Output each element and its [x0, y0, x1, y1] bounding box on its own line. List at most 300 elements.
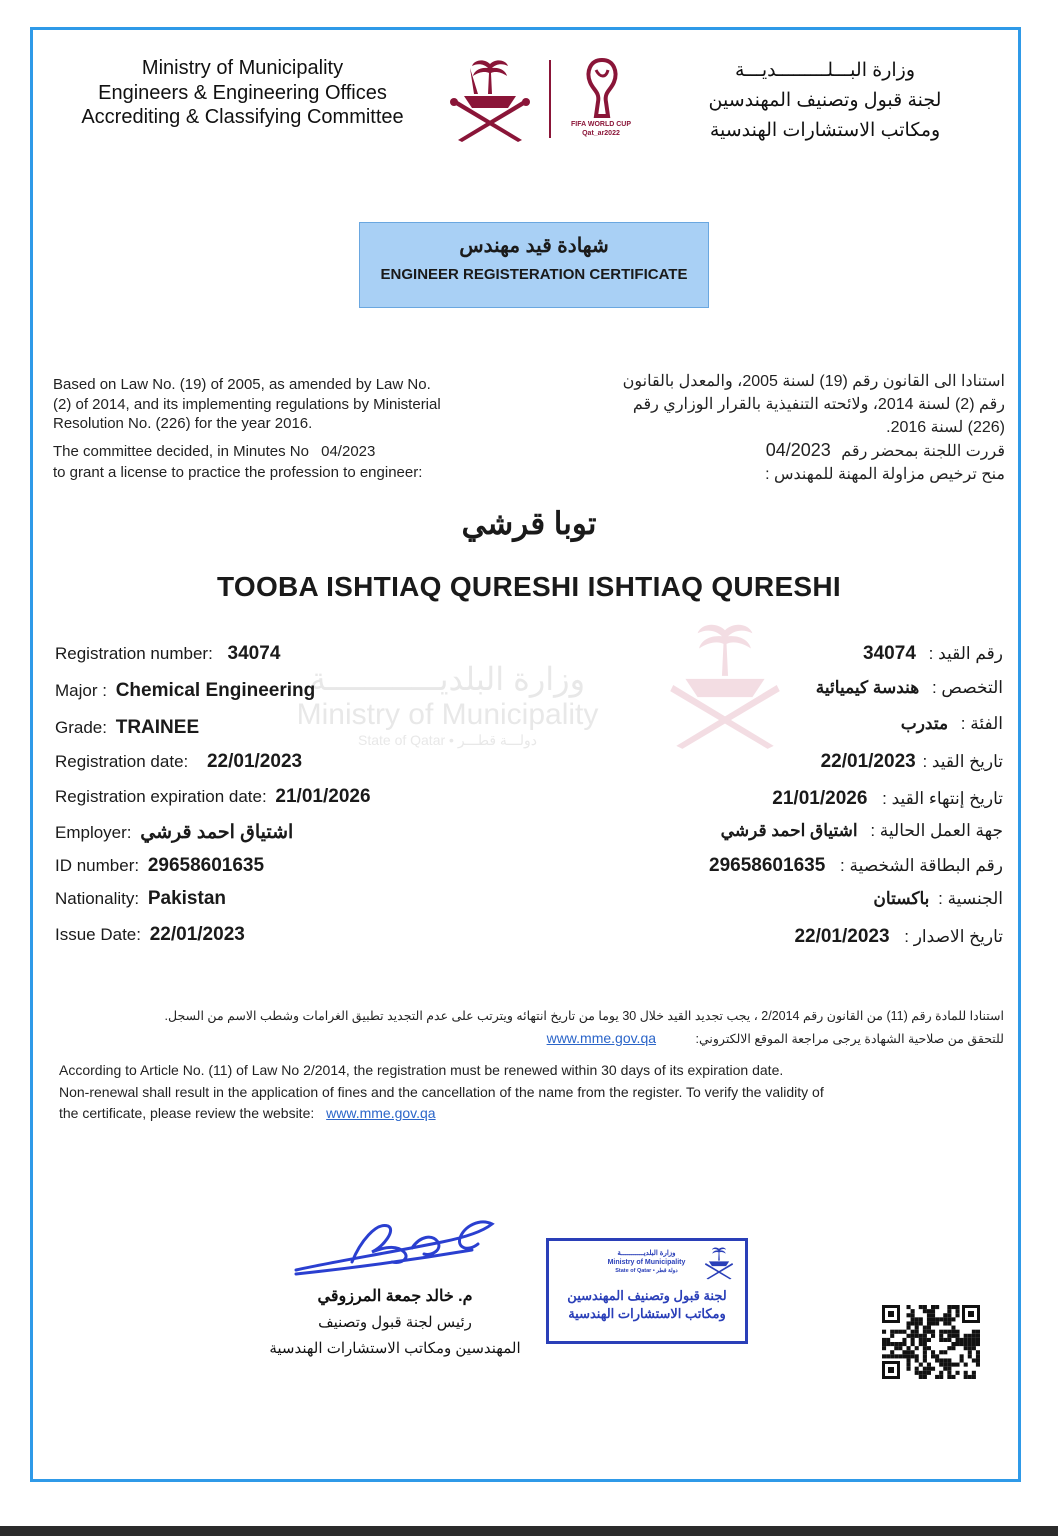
qr-module — [943, 1321, 947, 1325]
qr-module — [894, 1342, 898, 1346]
note-ar-line: استنادا للمادة رقم (11) من القانون رقم 2/2014 ، يجب تجديد القيد خلال 30 يوما من تاريخ انتهائه ويترتب على عدم التجديد تطبيق الغرامات وشطب الاسم من السجل. — [164, 1009, 1004, 1023]
qr-module — [976, 1358, 980, 1362]
qr-module — [907, 1313, 911, 1317]
header-arabic — [690, 56, 960, 146]
stamp-committee — [553, 1287, 741, 1323]
qr-module — [911, 1317, 915, 1321]
qr-module — [919, 1334, 923, 1338]
title-arabic: شهادة قيد مهندس — [459, 235, 609, 257]
qr-module — [947, 1330, 951, 1334]
qr-module — [935, 1305, 939, 1309]
qr-module — [964, 1338, 968, 1342]
field-major — [55, 680, 315, 702]
qr-module — [894, 1354, 898, 1358]
qr-module — [898, 1330, 902, 1334]
qr-module — [956, 1342, 960, 1346]
watermark-en: Ministry of Municipality — [296, 698, 599, 731]
field-label: ID number: — [55, 856, 140, 875]
qr-module — [902, 1342, 906, 1346]
field-label: التخصص : — [931, 678, 1003, 697]
qr-module — [935, 1354, 939, 1358]
qr-module — [968, 1342, 972, 1346]
qr-module — [927, 1346, 931, 1350]
stamp-ministry-ar: وزارة البلديـــــــــــة — [617, 1250, 676, 1257]
qr-module — [882, 1354, 886, 1358]
qr-module — [951, 1330, 955, 1334]
qr-module — [939, 1334, 943, 1338]
qr-module — [935, 1321, 939, 1325]
field-label: تاريخ الاصدار : — [904, 927, 1003, 946]
committee-ar-value: 04/2023 — [765, 440, 831, 460]
qr-module — [964, 1371, 968, 1375]
qr-module — [947, 1334, 951, 1338]
qr-module — [923, 1375, 927, 1379]
field-value: 21/01/2026 — [772, 788, 868, 809]
intro-ar-line: (226) لسنة 2016. — [886, 419, 1005, 436]
qr-module — [915, 1321, 919, 1325]
note-ar-line: للتحقق من صلاحية الشهادة يرجى مراجعة الموقع الالكتروني: — [695, 1032, 1004, 1046]
qr-module — [968, 1338, 972, 1342]
qr-module — [951, 1334, 955, 1338]
intro-english — [53, 375, 493, 483]
stamp-state: State of Qatar • دولة قطر — [615, 1268, 678, 1274]
intro-ar-line: استنادا الى القانون رقم (19) لسنة 2005، والمعدل بالقانون — [622, 373, 1005, 390]
field-value: 22/01/2023 — [206, 751, 303, 772]
qr-module — [915, 1371, 919, 1375]
qr-module — [964, 1375, 968, 1379]
qr-module — [972, 1330, 976, 1334]
field-value: Pakistan — [147, 888, 226, 909]
field-value: 29658601635 — [147, 855, 265, 876]
fifa-line: FIFA WORLD CUP — [570, 121, 631, 128]
qr-module — [886, 1342, 890, 1346]
field-ar-expiration-date — [772, 788, 1003, 810]
qr-module — [927, 1367, 931, 1371]
qr-module — [927, 1326, 931, 1330]
stamp-line: لجنة قبول وتصنيف المهندسين — [567, 1288, 727, 1303]
intro-ar-line: رقم (2) لسنة 2014، ولائحته التنفيذية بالقرار الوزاري رقم — [632, 396, 1005, 413]
qr-module — [927, 1363, 931, 1367]
qr-module — [964, 1342, 968, 1346]
field-label: Major : — [55, 681, 107, 700]
qr-module — [976, 1363, 980, 1367]
ministry-watermark — [265, 660, 630, 749]
qr-module — [931, 1367, 935, 1371]
qr-module — [939, 1330, 943, 1334]
qr-module — [882, 1330, 886, 1334]
header-en-line: Engineers & Engineering Offices — [98, 81, 387, 104]
title-english: ENGINEER REGISTERATION CERTIFICATE — [380, 266, 688, 283]
qr-module — [968, 1334, 972, 1338]
qr-module — [886, 1338, 890, 1342]
qr-module — [943, 1313, 947, 1317]
qr-module — [956, 1363, 960, 1367]
header-ar-line: لجنة قبول وتصنيف المهندسين — [708, 90, 942, 111]
field-label: تاريخ القيد : — [922, 752, 1003, 771]
qr-module — [907, 1354, 911, 1358]
qr-module — [951, 1305, 955, 1309]
qr-module — [911, 1334, 915, 1338]
qr-module — [931, 1321, 935, 1325]
watermark-emblem-icon — [640, 615, 810, 755]
qr-module — [931, 1350, 935, 1354]
qr-module — [951, 1342, 955, 1346]
qr-module — [931, 1309, 935, 1313]
qr-module — [972, 1342, 976, 1346]
qr-module — [927, 1321, 931, 1325]
field-label: Issue Date: — [55, 925, 141, 944]
qr-module — [882, 1338, 886, 1342]
qr-module — [911, 1350, 915, 1354]
qr-module — [960, 1338, 964, 1342]
qr-module — [972, 1338, 976, 1342]
qr-module — [923, 1358, 927, 1362]
qr-module — [915, 1354, 919, 1358]
signatory-block — [260, 1284, 530, 1362]
qr-module — [951, 1375, 955, 1379]
qr-module — [939, 1338, 943, 1342]
qr-module — [911, 1330, 915, 1334]
qr-module — [972, 1334, 976, 1338]
qr-module — [964, 1334, 968, 1338]
field-id-number — [55, 855, 264, 877]
qr-module — [947, 1309, 951, 1313]
field-value: 21/01/2026 — [275, 786, 371, 807]
qr-module — [923, 1309, 927, 1313]
website-link-ar[interactable]: www.mme.gov.qa — [546, 1030, 657, 1046]
header-en-line: Accrediting & Classifying Committee — [81, 106, 404, 128]
field-nationality — [55, 888, 226, 910]
qr-module — [947, 1346, 951, 1350]
field-label: Registration date: — [55, 752, 189, 771]
qr-module — [947, 1363, 951, 1367]
qr-module — [894, 1346, 898, 1350]
qr-module — [976, 1338, 980, 1342]
qr-module — [947, 1317, 951, 1321]
qr-module — [919, 1375, 923, 1379]
qr-module — [976, 1354, 980, 1358]
qr-module — [976, 1330, 980, 1334]
qr-module — [964, 1363, 968, 1367]
qr-module — [927, 1317, 931, 1321]
field-value: 22/01/2023 — [149, 924, 245, 945]
field-value: TRAINEE — [115, 717, 200, 738]
qr-module — [956, 1338, 960, 1342]
field-ar-grade — [901, 714, 1003, 734]
stamp-ministry — [589, 1249, 704, 1276]
qr-module — [939, 1363, 943, 1367]
qr-module — [923, 1350, 927, 1354]
qr-module — [943, 1338, 947, 1342]
qr-module — [907, 1334, 911, 1338]
committee-en-label: The committee decided, in Minutes No — [53, 442, 309, 460]
qr-code-icon[interactable] — [882, 1305, 980, 1379]
qr-module — [915, 1334, 919, 1338]
engineer-name-arabic: توبا قرشي — [461, 506, 597, 541]
qr-module — [939, 1350, 943, 1354]
qr-module — [943, 1350, 947, 1354]
field-registration-number — [55, 643, 280, 665]
qr-module — [890, 1334, 894, 1338]
qr-module — [919, 1321, 923, 1325]
intro-en-line: (2) of 2014, and its implementing regulations by Ministerial — [53, 395, 441, 413]
qr-module — [911, 1313, 915, 1317]
qr-module — [947, 1338, 951, 1342]
field-label: الفئة : — [960, 714, 1003, 733]
qr-module — [956, 1371, 960, 1375]
qr-module — [919, 1305, 923, 1309]
qr-module — [956, 1305, 960, 1309]
qr-module — [939, 1317, 943, 1321]
qr-module — [927, 1338, 931, 1342]
qr-module — [931, 1317, 935, 1321]
signatory-name: م. خالد جمعة المرزوقي — [317, 1288, 473, 1305]
qr-module — [911, 1354, 915, 1358]
field-ar-major — [816, 678, 1003, 698]
field-label: رقم القيد : — [928, 644, 1003, 663]
qr-module — [931, 1334, 935, 1338]
qr-module — [927, 1330, 931, 1334]
qr-module — [968, 1354, 972, 1358]
field-employer — [55, 821, 293, 844]
qr-module — [898, 1342, 902, 1346]
qr-module — [898, 1354, 902, 1358]
field-issue-date — [55, 924, 245, 946]
field-ar-registration-number — [863, 643, 1003, 665]
qr-module — [890, 1330, 894, 1334]
qr-module — [960, 1354, 964, 1358]
qr-module — [976, 1342, 980, 1346]
field-value: اشتياق احمد قرشي — [140, 822, 294, 843]
qr-module — [894, 1330, 898, 1334]
committee-stamp — [546, 1238, 748, 1344]
bottom-bar — [0, 1526, 1058, 1536]
field-label: تاريخ إنتهاء القيد : — [882, 789, 1003, 808]
field-label: Registration expiration date: — [55, 787, 267, 806]
field-ar-issue-date — [794, 926, 1003, 948]
qr-module — [931, 1330, 935, 1334]
qr-module — [972, 1375, 976, 1379]
qr-module — [886, 1354, 890, 1358]
field-label: رقم البطاقة الشخصية : — [840, 856, 1003, 875]
qr-module — [951, 1363, 955, 1367]
committee-ar — [600, 439, 1005, 463]
qr-module — [902, 1338, 906, 1342]
field-expiration-date — [55, 786, 371, 808]
qr-module — [960, 1358, 964, 1362]
qr-module — [890, 1350, 894, 1354]
qr-module — [968, 1375, 972, 1379]
qr-module — [915, 1367, 919, 1371]
stamp-ministry-en: Ministry of Municipality — [607, 1259, 686, 1266]
field-ar-nationality — [873, 889, 1003, 909]
qr-module — [931, 1354, 935, 1358]
qr-module — [923, 1334, 927, 1338]
qr-module — [915, 1326, 919, 1330]
signature-icon — [292, 1212, 497, 1284]
engineer-name-english: TOOBA ISHTIAQ QURESHI ISHTIAQ QURESHI — [216, 571, 842, 602]
qr-module — [927, 1371, 931, 1375]
qr-module — [927, 1313, 931, 1317]
qr-module — [947, 1358, 951, 1362]
renewal-note-arabic — [114, 1005, 1004, 1050]
committee-ar-label: قررت اللجنة بمحضر رقم — [841, 443, 1005, 460]
qr-module — [919, 1317, 923, 1321]
field-value: 29658601635 — [709, 855, 826, 876]
field-value: Chemical Engineering — [115, 680, 316, 701]
header-english — [50, 56, 435, 130]
qr-module — [890, 1354, 894, 1358]
qr-module — [976, 1334, 980, 1338]
qr-module — [947, 1305, 951, 1309]
intro-en-line: Based on Law No. (19) of 2005, as amended by Law No. — [53, 376, 431, 393]
qr-module — [956, 1309, 960, 1313]
qr-module — [911, 1321, 915, 1325]
header-ar-line: وزارة البـــلـــــــــديـــة — [734, 60, 916, 81]
qr-module — [915, 1358, 919, 1362]
qr-module — [882, 1346, 886, 1350]
field-label: الجنسية : — [938, 889, 1003, 908]
grant-en: to grant a license to practice the profession to engineer: — [53, 464, 423, 481]
qr-module — [911, 1338, 915, 1342]
field-grade — [55, 717, 199, 739]
qr-module — [923, 1305, 927, 1309]
qr-module — [956, 1330, 960, 1334]
field-value: 22/01/2023 — [794, 926, 890, 947]
qr-module — [943, 1317, 947, 1321]
qr-module — [907, 1358, 911, 1362]
qr-module — [907, 1305, 911, 1309]
qr-module — [915, 1346, 919, 1350]
qr-module — [968, 1350, 972, 1354]
field-value: باكستان — [873, 889, 930, 908]
field-label: Grade: — [55, 718, 107, 737]
qr-module — [919, 1363, 923, 1367]
qr-module — [976, 1350, 980, 1354]
qr-module — [943, 1363, 947, 1367]
header-ar-line: ومكاتب الاستشارات الهندسية — [709, 120, 941, 141]
field-ar-registration-date — [821, 751, 1003, 773]
qr-module — [943, 1367, 947, 1371]
qr-module — [907, 1367, 911, 1371]
intro-arabic — [600, 370, 1005, 486]
qr-module — [947, 1375, 951, 1379]
qatar-emblem-icon — [444, 54, 536, 146]
note-en-line: According to Article No. (11) of Law No 2/2014, the registration must be renewed within 30 days of its expiration date. — [59, 1062, 784, 1078]
qr-module — [951, 1317, 955, 1321]
qr-module — [947, 1321, 951, 1325]
qr-module — [919, 1371, 923, 1375]
field-ar-employer — [721, 821, 1003, 841]
qr-module — [931, 1305, 935, 1309]
qr-module — [919, 1342, 923, 1346]
field-label: Employer: — [55, 823, 132, 842]
website-link-en[interactable]: www.mme.gov.qa — [326, 1105, 436, 1121]
stamp-emblem-icon — [701, 1245, 737, 1281]
qr-module — [923, 1354, 927, 1358]
qr-module — [923, 1367, 927, 1371]
qr-module — [947, 1367, 951, 1371]
field-label: Registration number: — [55, 644, 213, 663]
qr-module — [902, 1330, 906, 1334]
qr-module — [956, 1313, 960, 1317]
qr-module — [939, 1371, 943, 1375]
qr-module — [972, 1371, 976, 1375]
stamp-line: ومكاتب الاستشارات الهندسية — [568, 1306, 726, 1321]
qr-module — [931, 1313, 935, 1317]
fifa-text — [560, 120, 642, 138]
qr-module — [972, 1358, 976, 1362]
certificate-title-box — [359, 222, 709, 308]
fifa-line: Qat_ar2022 — [582, 130, 620, 137]
committee-en-value: 04/2023 — [321, 442, 376, 460]
note-en-line: Non-renewal shall result in the application of fines and the cancellation of the name from the register. To verify the validity of — [59, 1083, 824, 1100]
qr-module — [935, 1375, 939, 1379]
qr-module — [923, 1330, 927, 1334]
qr-module — [939, 1375, 943, 1379]
watermark-sub: State of Qatar • دولـــة قطـــر — [357, 732, 537, 748]
qr-module — [915, 1317, 919, 1321]
qr-module — [943, 1358, 947, 1362]
qr-module — [927, 1309, 931, 1313]
qr-module — [923, 1338, 927, 1342]
field-value: 34074 — [863, 643, 916, 664]
qr-module — [972, 1346, 976, 1350]
qr-module — [902, 1354, 906, 1358]
field-label: جهة العمل الحالية : — [870, 821, 1003, 840]
qr-module — [968, 1346, 972, 1350]
qr-module — [939, 1358, 943, 1362]
qr-module — [907, 1346, 911, 1350]
qr-module — [898, 1346, 902, 1350]
qr-module — [902, 1350, 906, 1354]
qr-module — [960, 1342, 964, 1346]
watermark-ar: وزارة البلديــــــــــــة — [309, 661, 586, 697]
field-value: اشتياق احمد قرشي — [720, 821, 858, 840]
header-divider — [549, 60, 551, 138]
field-value: 22/01/2023 — [820, 751, 916, 772]
world-cup-trophy-icon — [582, 58, 622, 120]
note-en-line: the certificate, please review the website: — [59, 1105, 315, 1121]
field-value: هندسة كيميائية — [815, 678, 920, 697]
qr-module — [956, 1334, 960, 1338]
header-en-line: Ministry of Municipality — [141, 57, 344, 79]
grant-ar: منح ترخيص مزاولة المهنة للمهندس : — [765, 466, 1005, 483]
qr-module — [947, 1313, 951, 1317]
qr-module — [911, 1309, 915, 1313]
qr-module — [951, 1346, 955, 1350]
qr-module — [923, 1342, 927, 1346]
qr-module — [964, 1346, 968, 1350]
qr-module — [923, 1371, 927, 1375]
committee-en — [53, 442, 493, 462]
field-value: متدرب — [900, 714, 949, 733]
qr-module — [907, 1363, 911, 1367]
qr-module — [919, 1338, 923, 1342]
qr-module — [882, 1342, 886, 1346]
qr-module — [890, 1342, 894, 1346]
qr-module — [947, 1371, 951, 1375]
qr-module — [923, 1326, 927, 1330]
qr-module — [935, 1317, 939, 1321]
signatory-title: المهندسين ومكاتب الاستشارات الهندسية — [269, 1340, 521, 1357]
qr-module — [907, 1350, 911, 1354]
qr-module — [943, 1330, 947, 1334]
qr-module — [923, 1346, 927, 1350]
field-value: 34074 — [227, 643, 281, 664]
field-label: Nationality: — [55, 889, 140, 908]
field-ar-id-number — [709, 855, 1003, 877]
